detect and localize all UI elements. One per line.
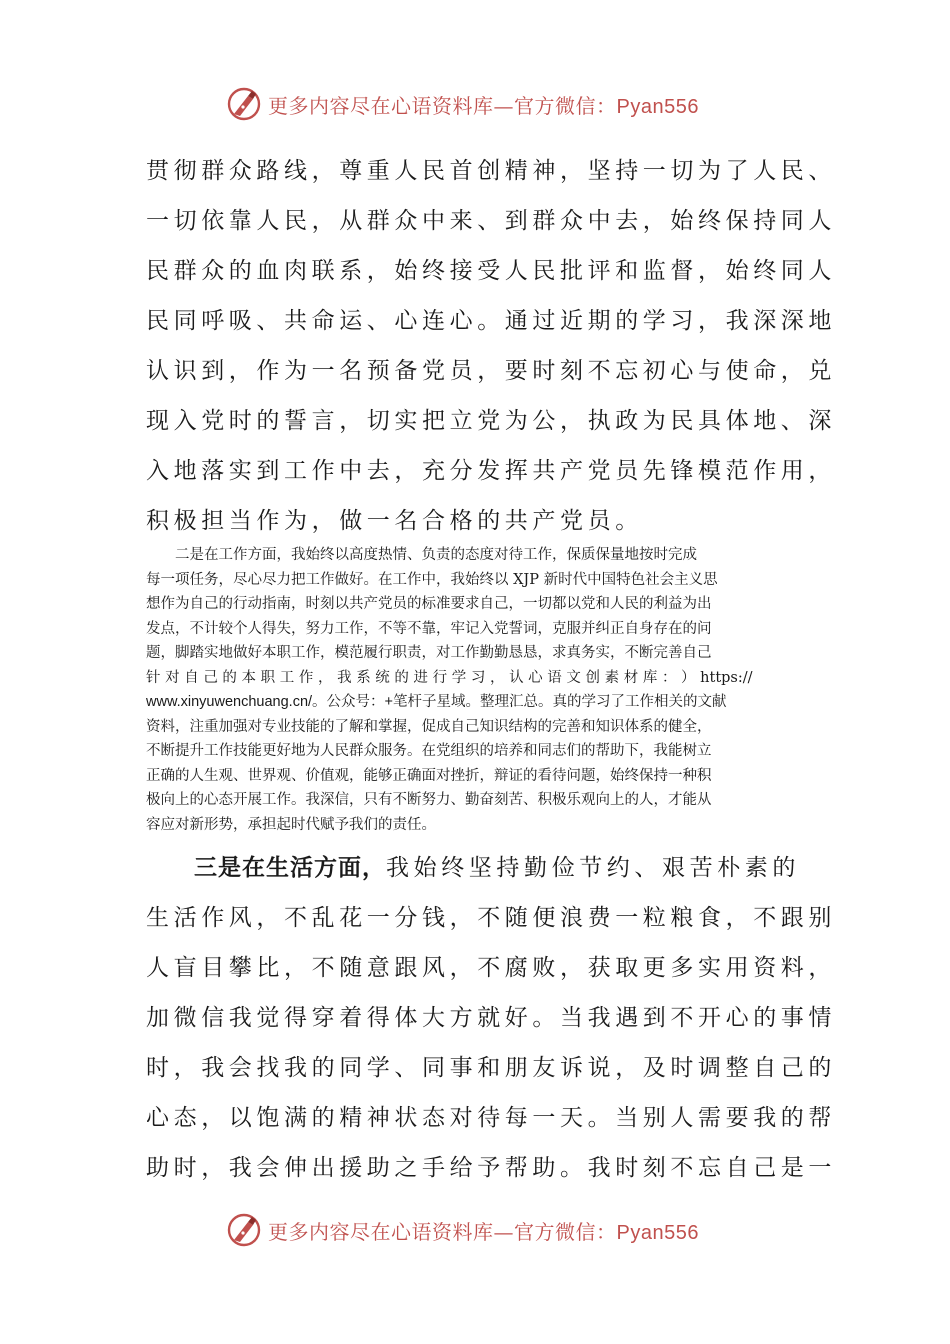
- text-line: 加微信我觉得穿着得体大方就好。当我遇到不开心的事情: [146, 1005, 836, 1031]
- paragraph-1: [146, 146, 836, 546]
- text-line: 容应对新形势，承担起时代赋予我们的责任。: [146, 816, 436, 833]
- text-line: 每一项任务，尽心尽力把工作做好。在工作中，我始终以 XJP 新时代中国特色社会主义思: [146, 571, 718, 588]
- text-line: 贯彻群众路线，尊重人民首创精神，坚持一切为了人民、: [146, 158, 836, 184]
- banner-dash: —: [493, 1220, 514, 1244]
- banner-main-text: 更多内容尽在心语资料库: [268, 94, 494, 118]
- pen-nib-logo-icon: [226, 86, 262, 122]
- text-line: 想作为自己的行动指南，时刻以共产党员的标准要求自己，一切都以党和人民的利益为出: [146, 596, 712, 612]
- text-line: 心态，以饱满的精神状态对待每一天。当别人需要我的帮: [146, 1105, 836, 1131]
- text-line: 一切依靠人民，从群众中来、到群众中去，始终保持同人: [146, 208, 836, 234]
- text-line: 民同呼吸、共命运、心连心。通过近期的学习，我深深地: [146, 308, 836, 334]
- text-line: 入地落实到工作中去，充分发挥共产党员先锋模范作用，: [146, 458, 836, 484]
- banner-official-label: 官方微信：: [514, 94, 617, 118]
- pen-nib-logo-icon: [226, 1212, 262, 1248]
- text-line: [146, 843, 806, 893]
- section-heading: 三是在生活方面，: [194, 855, 386, 881]
- text-fragment: 我始终坚持勤俭节约、艰苦朴素的: [386, 855, 800, 881]
- text-line: 认识到，作为一名预备党员，要时刻不忘初心与使命，兑: [146, 358, 836, 384]
- text-line: 不断提升工作技能更好地为人民群众服务。在党组织的培养和同志们的帮助下，我能树立: [146, 743, 712, 759]
- text-line: www.xinyuwenchuang.cn/。公众号：+笔杆子星域。整理汇总。真的学习了工作相关的文献: [146, 694, 727, 710]
- paragraph-2: [146, 543, 806, 837]
- banner-official-label: 官方微信：: [514, 1220, 617, 1244]
- paragraph-3: [146, 843, 836, 1193]
- banner-dash: —: [493, 94, 514, 118]
- text-line: 题，脚踏实地做好本职工作，模范履行职责，对工作勤勤恳恳，求真务实，不断完善自己: [146, 645, 712, 661]
- footer-banner-text: [268, 1216, 699, 1245]
- text-line: 积极担当作为，做一名合格的共产党员。: [146, 508, 643, 534]
- text-line: 助时，我会伸出援助之手给予帮助。我时刻不忘自己是一: [146, 1155, 836, 1181]
- text-line: 生活作风，不乱花一分钱，不随便浪费一粒粮食，不跟别: [146, 905, 836, 931]
- footer-banner: [0, 1210, 950, 1250]
- text-line: 时，我会找我的同学、同事和朋友诉说，及时调整自己的: [146, 1055, 836, 1081]
- text-line: 发点，不计较个人得失，努力工作，不等不靠，牢记入党誓词，克服并纠正自身存在的问: [146, 620, 712, 637]
- text-line: 人盲目攀比，不随意跟风，不腐败，获取更多实用资料，: [146, 955, 836, 981]
- header-banner-text: [268, 90, 699, 119]
- header-banner: [0, 84, 950, 124]
- banner-wechat-id: Pyan556: [616, 96, 699, 118]
- text-line: 资料，注重加强对专业技能的了解和掌握，促成自己知识结构的完善和知识体系的健全，: [146, 718, 712, 735]
- text-line: 极向上的心态开展工作。我深信，只有不断努力、勤奋刻苦、积极乐观向上的人，才能从: [146, 792, 712, 808]
- text-line: 正确的人生观、世界观、价值观，能够正确面对挫折，辩证的看待问题，始终保持一种积: [146, 767, 712, 784]
- text-line: 二是在工作方面，我始终以高度热情、负责的态度对待工作，保质保量地按时完成: [146, 547, 697, 563]
- text-line: 民群众的血肉联系，始终接受人民批评和监督，始终同人: [146, 258, 836, 284]
- text-line: 现入党时的誓言，切实把立党为公，执政为民具体地、深: [146, 408, 836, 434]
- banner-main-text: 更多内容尽在心语资料库: [268, 1220, 494, 1244]
- banner-wechat-id: Pyan556: [616, 1222, 699, 1244]
- text-line: 针 对 自 己 的 本 职 工 作 ， 我 系 统 的 进 行 学 习 ， 认 心 语 文 创 素 材 库 ： ） https://: [146, 669, 753, 686]
